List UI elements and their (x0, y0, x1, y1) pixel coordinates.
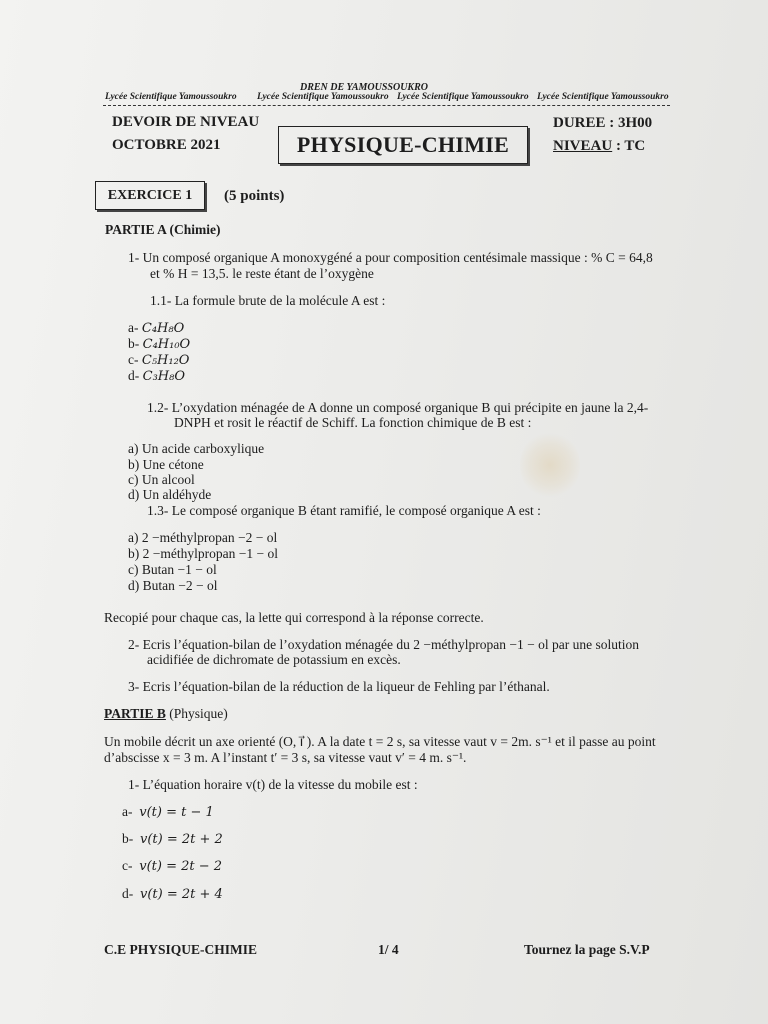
option-a11-b (128, 336, 190, 352)
question-a2-line2: acidifiée de dichromate de potassium en excès. (147, 652, 401, 667)
partie-a-subtitle: (Chimie) (166, 222, 221, 237)
lycee-label: Lycée Scientifique Yamoussoukro (257, 92, 389, 102)
option-letter: b- (128, 336, 140, 351)
option-formula: v(t) = 2t + 4 (140, 887, 223, 902)
option-letter: c- (128, 352, 139, 367)
option-text: Un alcool (141, 472, 195, 487)
option-formula: C₃H₈O (142, 369, 185, 384)
option-a12-d (128, 487, 211, 503)
question-a13: 1.3- Le composé organique B étant ramifié, le composé organique A est : (147, 503, 541, 518)
option-letter: c) (128, 562, 139, 577)
option-letter: c- (122, 858, 133, 873)
option-letter: d) (128, 487, 140, 502)
option-text: 2 −méthylpropan −2 − ol (141, 530, 278, 545)
question-a1-line1: 1- Un composé organique A monoxygéné a pour composition centésimale massique : % C = 64,8 (128, 250, 653, 265)
option-letter: a- (122, 804, 133, 819)
exercise-label: EXERCICE 1 (107, 187, 193, 203)
option-a12-c (128, 472, 195, 488)
partie-b-label: PARTIE B (104, 706, 166, 721)
option-a11-a (128, 320, 184, 336)
exercise-points: (5 points) (224, 188, 285, 204)
partie-b-subtitle: (Physique) (165, 706, 228, 721)
option-formula: C₄H₈O (141, 321, 185, 336)
option-a13-b (128, 546, 278, 562)
option-letter: d- (128, 368, 140, 383)
partie-a-label: PARTIE A (105, 222, 167, 237)
dren-header: DREN DE YAMOUSSOUKRO (300, 82, 428, 93)
footer-subject: C.E PHYSIQUE-CHIMIE (104, 942, 258, 957)
header-divider (103, 105, 670, 106)
option-formula: v(t) = 2t − 2 (139, 859, 223, 874)
option-b1-b (122, 831, 223, 847)
question-a11: 1.1- La formule brute de la molécule A est : (150, 293, 386, 308)
turn-page-note: Tournez la page S.V.P (524, 942, 650, 957)
lycee-label: Lycée Scientifique Yamoussoukro (537, 92, 669, 102)
partie-b-intro-line1: Un mobile décrit un axe orienté (O, i⃗ ). A la date t = 2 s, sa vitesse vaut v = 2m. s⁻¹ et il passe au point (104, 734, 656, 749)
option-b1-d (122, 886, 223, 902)
option-letter: d) (128, 578, 140, 593)
option-text: Un acide carboxylique (141, 441, 265, 456)
option-letter: a) (128, 441, 139, 456)
option-b1-a (122, 804, 214, 820)
option-a11-c (128, 352, 189, 368)
exam-date: OCTOBRE 2021 (112, 137, 221, 153)
lycee-label: Lycée Scientifique Yamoussoukro (397, 92, 529, 102)
option-text: Butan −2 − ol (142, 578, 218, 593)
option-letter: c) (128, 472, 139, 487)
option-b1-c (122, 858, 222, 874)
subject-title: PHYSIQUE-CHIMIE (296, 132, 510, 157)
option-formula: v(t) = 2t + 2 (140, 832, 223, 847)
option-formula: v(t) = t − 1 (139, 805, 214, 820)
option-a12-b (128, 457, 204, 473)
question-a1-line2: et % H = 13,5. le reste étant de l’oxygène (150, 266, 374, 281)
option-a13-a (128, 530, 277, 546)
option-a11-d (128, 368, 185, 384)
duration-label: DUREE : 3H00 (553, 115, 653, 131)
question-a12-line2: DNPH et rosit le réactif de Schiff. La fonction chimique de B est : (174, 415, 532, 430)
option-a13-d (128, 578, 217, 594)
level-label (553, 138, 645, 155)
option-letter: a- (128, 320, 139, 335)
paper-stain (520, 430, 580, 500)
question-b1: 1- L’équation horaire v(t) de la vitesse du mobile est : (128, 777, 418, 792)
instruction-recopie: Recopié pour chaque cas, la lette qui correspond à la réponse correcte. (104, 610, 484, 625)
option-letter: b) (128, 457, 140, 472)
option-text: Butan −1 − ol (141, 562, 217, 577)
option-text: Une cétone (142, 457, 204, 472)
option-text: 2 −méthylpropan −1 − ol (142, 546, 278, 561)
partie-b-title (104, 706, 228, 722)
question-a12-line1: 1.2- L’oxydation ménagée de A donne un composé organique B qui précipite en jaune la 2,4- (147, 400, 649, 415)
lycee-label: Lycée Scientifique Yamoussoukro (105, 92, 237, 102)
question-a2-line1: 2- Ecris l’équation-bilan de l’oxydation ménagée du 2 −méthylpropan −1 − ol par une solution (128, 637, 639, 652)
option-letter: b- (122, 831, 134, 846)
option-formula: C₅H₁₂O (141, 353, 190, 368)
subject-title-box (278, 126, 528, 164)
level-key: NIVEAU (553, 138, 613, 154)
exercise-box (95, 181, 205, 210)
option-a13-c (128, 562, 217, 578)
option-text: Un aldéhyde (142, 487, 212, 502)
devoir-label: DEVOIR DE NIVEAU (112, 114, 260, 130)
partie-a-title (105, 222, 221, 238)
level-value: : TC (612, 138, 646, 154)
partie-b-intro-line2: d’abscisse x = 3 m. A l’instant t′ = 3 s, sa vitesse vaut v′ = 4 m. s⁻¹. (104, 750, 467, 765)
option-a12-a (128, 441, 264, 457)
option-formula: C₄H₁₀O (142, 337, 191, 352)
page-number: 1/ 4 (378, 942, 399, 957)
question-a3: 3- Ecris l’équation-bilan de la réduction de la liqueur de Fehling par l’éthanal. (128, 679, 550, 694)
option-letter: b) (128, 546, 140, 561)
option-letter: d- (122, 886, 134, 901)
option-letter: a) (128, 530, 139, 545)
